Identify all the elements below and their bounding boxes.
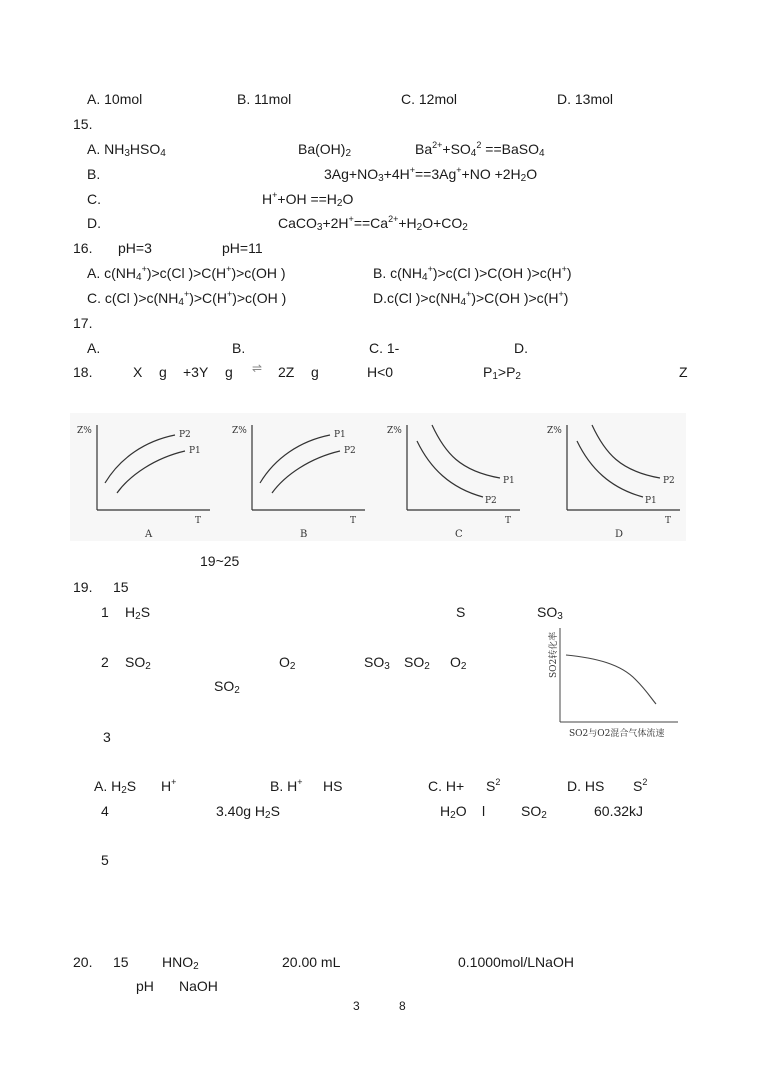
q19-part3-option-a: A. $H_2S$ [94, 778, 137, 796]
q16-ph3: pH=3 [118, 240, 152, 256]
q16-option-a: A. $c(NH_4^+)>c(Cl$ )>C(H+)>c(OH ) [87, 264, 286, 283]
q18-enthalpy: H<0 [367, 364, 394, 380]
q16-number: 16. [73, 240, 93, 256]
graph-d-lower-curve [577, 441, 643, 497]
q15-baoh2: $Ba(OH)_2$ [298, 141, 352, 159]
q16-option-b: B. $c(NH_4^+)>c(Cl$ )>C(OH )>c(H+) [373, 264, 572, 283]
q19-part5-number: 5 [101, 852, 109, 868]
graph-c-lower-label: P2 [485, 496, 497, 506]
graph-d-label: D [615, 529, 624, 540]
q20-hno2: $HNO_2$ [162, 954, 199, 972]
q16-option-d: D.c(Cl )$>c(NH_4^+)>C(OH$ )>c(H+) [373, 289, 569, 308]
q18-g2: g [225, 364, 233, 380]
q18-equilibrium-arrow: ⇌ [252, 361, 263, 375]
q19-part4-energy: 60.32kJ [594, 803, 644, 819]
q18-z-end: Z [679, 364, 688, 380]
q19-part1-number: 1 [101, 604, 109, 620]
q17-option-d: D. [514, 340, 528, 356]
graph-b-xlabel: T [350, 516, 357, 526]
q19-part3-option-d-s: $S^2$ [633, 777, 648, 794]
q17-option-b: B. [232, 340, 246, 356]
q18-z: 2Z [278, 364, 295, 380]
q19-part2-so2: $SO_2$ [125, 654, 151, 672]
graph-b [230, 413, 380, 541]
so2-conversion-plot [536, 624, 682, 742]
graph-d-lower-label: P1 [645, 496, 657, 506]
q15-option-b: B. [87, 166, 101, 182]
q15-option-a: A. $NH_3HSO_4$ [87, 141, 166, 159]
graph-d-upper-label: P2 [663, 476, 675, 486]
q19-part2-o2b: $O_2$ [450, 654, 467, 672]
q16-option-c: C. c(Cl )$>c(NH_4^+)>C(H^+)>c(OH$ ) [87, 289, 287, 308]
graph-b-upper-curve [260, 435, 330, 483]
q19-part4-h2o: $H_2O$ [440, 803, 467, 821]
graph-c-xlabel: T [505, 516, 512, 526]
q18-y: +3Y [183, 364, 209, 380]
q19-part2-so2b: $SO_2$ [404, 654, 430, 672]
graph-c-label: C [455, 529, 463, 540]
q18-g1: g [159, 364, 167, 380]
q19-part3-option-c: C. H+ [428, 778, 465, 794]
q15-option-d: D. [87, 215, 101, 231]
graph-b-label: B [300, 529, 308, 540]
graph-a-xlabel: T [195, 516, 202, 526]
q19-part4-number: 4 [101, 803, 109, 819]
graph-b-upper-label: P1 [334, 430, 346, 440]
graph-c-upper-curve [432, 425, 500, 478]
q19-part3-option-d: D. HS [567, 778, 605, 794]
q16-ph11: pH=11 [222, 240, 263, 256]
q17-number: 17. [73, 315, 93, 331]
graph-a [75, 413, 225, 541]
q19-part4-so2: $SO_2$ [521, 803, 547, 821]
q15-option-c: C. [87, 191, 101, 207]
q15-a-equation: $Ba^{2+}+SO_4^2$ ==BaSO$_4$ [415, 140, 545, 159]
q19-score: 15 [113, 579, 129, 595]
graph-b-lower-label: P2 [344, 446, 356, 456]
graph-a-label: A [145, 529, 153, 540]
q19-part3-option-a-h: H+ [161, 777, 177, 794]
q20-volume: 20.00 mL [282, 954, 341, 970]
q19-part1-h2s: $H_2S$ [125, 604, 151, 622]
q19-part2-number: 2 [101, 654, 109, 670]
q17-option-a: A. [87, 340, 101, 356]
q18-graphs [70, 413, 686, 541]
q19-part1-so3: $SO_3$ [537, 604, 563, 622]
section-range: 19~25 [200, 553, 240, 569]
q20-concentration: 0.1000mol/LNaOH [458, 954, 574, 970]
q19-number: 19. [73, 579, 93, 595]
so2-plot-ylabel: SO2转化率 [549, 631, 559, 678]
graph-c-lower-curve [417, 441, 483, 497]
q19-part3-option-b: B. H+ [270, 777, 303, 794]
q15-d-equation: $CaCO_3+2H^+==Ca^{2+}+H_2O+CO_2$ [278, 214, 468, 233]
q19-part3-option-b-hs: HS [323, 778, 343, 794]
graph-b-ylabel: Z% [232, 426, 247, 436]
graph-a-ylabel: Z% [77, 426, 92, 436]
q18-x: X [133, 364, 143, 380]
q20-number: 20. [73, 954, 93, 970]
q18-number: 18. [73, 364, 93, 380]
graph-d [545, 413, 695, 541]
q19-part4-mass: 3.40g $H_2S$ [216, 803, 280, 821]
q14-option-c: C. 12mol [401, 91, 458, 107]
q17-option-c: C. 1- [369, 340, 400, 356]
q18-pressure: $P_1>P_2$ [483, 364, 521, 382]
q15-c-equation: $H^++OH ==H_2O$ [262, 190, 354, 209]
q15-b-equation: $3Ag+NO_3+4H^+==3Ag^++NO +2H_2O$ [324, 165, 538, 184]
graph-d-ylabel: Z% [547, 426, 562, 436]
graph-c-upper-label: P1 [503, 476, 515, 486]
q19-part3-option-c-s: $S^2$ [486, 777, 501, 794]
q18-g3: g [311, 364, 319, 380]
q19-part4-l: l [482, 803, 486, 819]
q19-part2-o2: $O_2$ [279, 654, 296, 672]
graph-d-upper-curve [592, 425, 660, 478]
q19-part3-number: 3 [103, 729, 111, 745]
so2-plot-xlabel: SO2与O2混合气体流速 [569, 729, 665, 739]
q19-part2-so3: $SO_3$ [364, 654, 390, 672]
page-number: 3 [353, 999, 360, 1013]
q15-number: 15. [73, 116, 93, 132]
q19-part2-so2c: $SO_2$ [214, 678, 240, 696]
graph-a-lower-label: P1 [189, 446, 201, 456]
q19-part1-s: S [456, 604, 466, 620]
so2-conversion-curve [566, 655, 656, 704]
page-total: 8 [399, 999, 406, 1013]
graph-c [385, 413, 535, 541]
q14-option-a: A. 10mol [87, 91, 143, 107]
graph-a-upper-curve [105, 435, 175, 483]
q20-ph: pH [136, 978, 154, 994]
q14-option-d: D. 13mol [557, 91, 614, 107]
q20-naoh: NaOH [179, 978, 218, 994]
graph-d-xlabel: T [665, 516, 672, 526]
graph-c-ylabel: Z% [387, 426, 402, 436]
graph-a-upper-label: P2 [179, 430, 191, 440]
q14-option-b: B. 11mol [237, 91, 292, 107]
q20-score: 15 [113, 954, 129, 970]
